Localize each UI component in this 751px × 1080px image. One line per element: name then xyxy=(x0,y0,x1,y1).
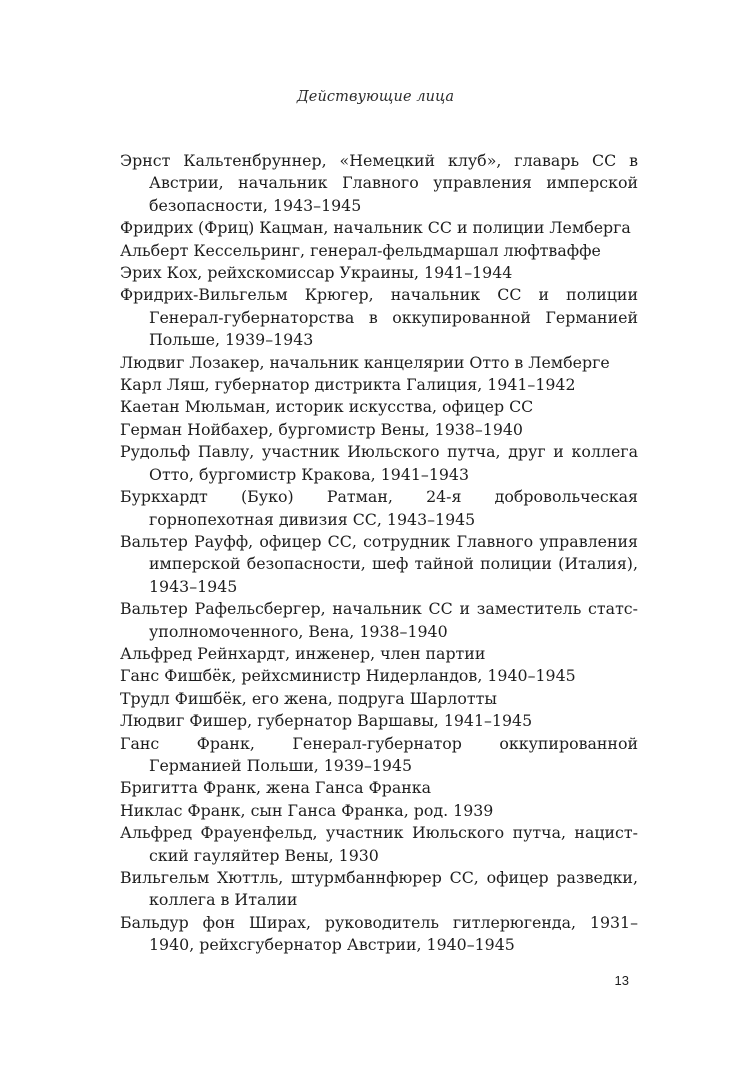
list-item: Эрих Кох, рейхскомиссар Украины, 1941–1944 xyxy=(120,263,513,283)
list-item: Трудл Фишбёк, его жена, подруга Шарлотты xyxy=(120,688,497,708)
list-item: Людвиг Фишер, губернатор Варшавы, 1941–1945 xyxy=(120,711,533,731)
list-item: Карл Ляш, губернатор дистрикта Галиция, 1941–1942 xyxy=(120,375,576,395)
page-number: 13 xyxy=(614,973,629,988)
list-item: Рудольф Павлу, участник Июльского путча, друг и коллега Отто, бургомистр Кракова, 1941–1943 xyxy=(120,442,638,484)
list-item: Фридрих-Вильгельм Крюгер, начальник СС и полиции Генерал-губернаторства в оккупированной Германией Польше, 1939–1943 xyxy=(120,285,638,350)
list-item: Ганс Франк, Генерал-губернатор оккупированной Германией Польши, 1939–1945 xyxy=(120,733,638,775)
list-item: Эрнст Кальтенбруннер, «Немецкий клуб», главарь СС в Австрии, начальник Главного управления имперской безопасности, 1943–1945 xyxy=(120,151,638,215)
list-item: Никлас Франк, сын Ганса Франка, род. 1939 xyxy=(120,800,494,820)
list-item: Людвиг Лозакер, начальник канцелярии Отто в Лемберге xyxy=(120,352,610,372)
list-item: Вальтер Рауфф, офицер СС, сотрудник Главного управления имперской безопасности, шеф тайной полиции (Италия), 1943–1945 xyxy=(120,531,638,596)
list-item: Ганс Фишбёк, рейхсминистр Нидерландов, 1940–1945 xyxy=(120,666,576,686)
list-item: Фридрих (Фриц) Кацман, начальник СС и полиции Лемберга xyxy=(120,218,631,238)
list-item: Вальтер Рафельсбергер, начальник СС и заместитель статс-уполномоченного, Вена, 1938–1940 xyxy=(120,599,638,641)
list-item: Альфред Рейнхардт, инженер, член партии xyxy=(120,643,486,663)
list-item: Бальдур фон Ширах, руководитель гитлерюгенда, 1931–1940, рейхсгубернатор Австрии, 1940–1945 xyxy=(120,912,638,955)
list-item: Альфред Фрауенфельд, участник Июльского путча, нацистский гауляйтер Вены, 1930 xyxy=(120,823,638,865)
list-item: Вильгельм Хюттль, штурмбаннфюрер СС, офицер разведки, коллега в Италии xyxy=(120,868,638,910)
list-item: Бригитта Франк, жена Ганса Франка xyxy=(120,778,432,798)
list-item: Герман Нойбахер, бургомистр Вены, 1938–1940 xyxy=(120,419,523,439)
list-item: Каетан Мюльман, историк искусства, офицер СС xyxy=(120,397,534,417)
running-header: Действующие лица xyxy=(296,89,455,105)
character-list xyxy=(120,150,638,957)
list-item: Буркхардт (Буко) Ратман, 24-я добровольческая горнопехотная дивизия СС, 1943–1945 xyxy=(120,487,638,529)
list-item: Альберт Кессельринг, генерал-фельдмаршал люфтваффе xyxy=(120,240,601,260)
